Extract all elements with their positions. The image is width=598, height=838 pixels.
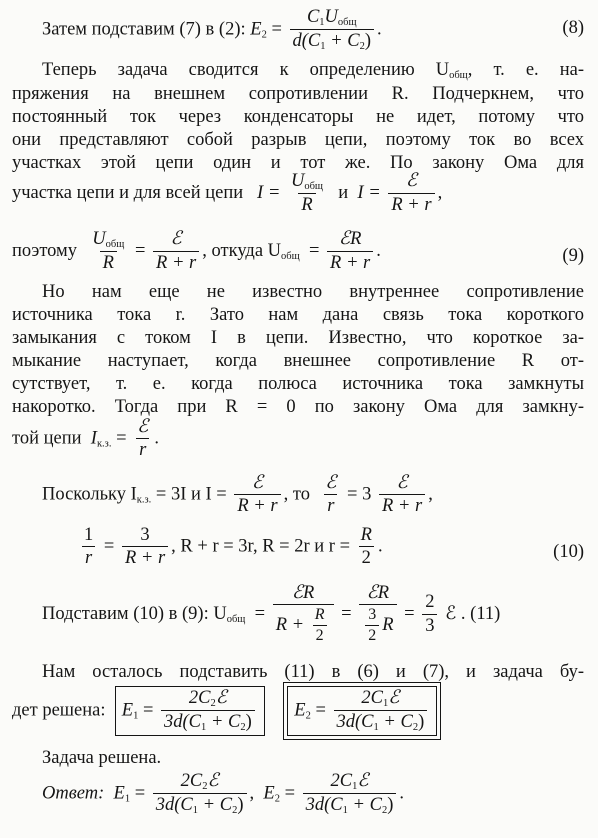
equation-8-line: Затем подставим (7) в (2): $E_2$ = $\frac{C_1U_{общ}}{d(C_1 + C_2)}$ . [42,7,382,53]
fraction [153,230,199,273]
equation-number: (9) [562,246,584,266]
symbol: ℰ [388,688,400,708]
fraction [327,230,373,273]
subscript: общ [337,17,357,28]
subscript: 1 [124,793,131,805]
subscript: 1 [192,805,198,817]
fraction [234,474,280,517]
equation-number: (8) [562,18,584,38]
subscript: общ [304,181,324,192]
symbol: 2 [359,546,374,568]
fraction [303,772,397,816]
text: = [315,700,326,721]
text: той цепи [12,428,82,449]
paragraph-line: мыкание наступает, когда внешнее сопротивление R от- [12,351,584,371]
text: . [154,428,159,449]
paragraph-line: Нам осталось подставить (11) в (6) и (7), и задача бу- [42,662,584,682]
subscript: 2 [261,29,267,41]
symbol: ℰ [357,771,369,791]
symbol: 1 [84,525,94,545]
fraction [134,418,151,461]
symbol: 2 [425,592,435,613]
symbol: I = [357,182,381,203]
symbol: U [324,7,338,27]
text: , [249,783,255,804]
text: . [399,783,404,804]
paragraph-line: пряжения на внешнем сопротивлении R. Подчеркнем, что [12,84,584,104]
text: , [437,182,443,203]
symbol: E [250,19,262,40]
text: = [254,603,266,624]
symbol: + C [325,31,360,52]
text: поэтому [12,240,78,261]
answer-box-e1 [115,686,265,736]
paragraph-line: они представляют собой разрыв цепи, поэтому ток во всех [12,130,584,150]
symbol: 3d(C [305,795,343,816]
solved-note: Задача решена. [42,748,162,768]
subscript: 2 [232,805,238,817]
symbol: r [85,548,93,569]
fraction [290,8,375,52]
fraction [358,526,375,569]
symbol: ℰ [325,473,337,493]
text: участка цепи и для всей цепи [12,182,244,203]
symbol: R [360,525,372,545]
subscript: 1 [352,781,358,792]
equation-9-line [12,230,381,273]
symbol: ) [237,795,244,816]
symbol: R + r [391,194,432,215]
text: = [134,240,146,261]
subscript: общ [281,250,300,262]
text: ℰ . (11) [445,603,501,624]
text: дет решена: [12,700,106,721]
symbol: 2C [188,688,211,708]
subscript: 1 [201,722,207,734]
paragraph-line [42,60,584,81]
text: Теперь задача сводится к определению U [42,60,450,80]
fraction [388,172,434,215]
paragraph-line: сутствует, т. е. когда полюса источника тока замкнуты [12,374,584,394]
fraction [122,526,168,569]
subscript: 2 [359,41,365,53]
symbol: 3 [422,614,437,636]
fraction [379,474,425,517]
text: = 3I и I = [155,484,227,505]
symbol: r [139,440,147,461]
subscript: 1 [373,722,379,734]
subscript: 1 [342,805,348,817]
text: = [404,603,415,624]
symbol: I = [257,182,281,203]
subscript: 2 [202,781,208,792]
answer-line [42,772,404,816]
text: , R + r = 3r, R = 2r и r = [171,536,351,557]
text: = [142,700,154,721]
text: = [103,536,115,557]
symbol: ) [364,31,372,52]
text: = [134,783,146,804]
symbol: r [327,496,335,517]
fraction [288,172,326,215]
text: = [308,240,320,261]
text: Затем подставим (7) в (2): [42,19,246,40]
symbol: + C [378,712,413,733]
subscript: к.з. [136,494,152,506]
symbol: 3 [140,525,150,545]
subscript: общ [105,239,125,250]
symbol: ℰR [338,229,362,250]
symbol: ℰ [215,688,227,708]
symbol: ℰ [207,771,219,791]
symbol: E [294,700,306,721]
short-circuit-line [12,418,159,461]
symbol: E [121,700,134,721]
fraction [312,607,328,645]
answer-label: Ответ: [42,783,105,804]
since-line [42,474,433,517]
symbol: R [382,615,394,636]
symbol: 2 [365,625,379,645]
symbol: E [263,783,275,804]
text: . [376,240,381,261]
symbol: U [92,229,106,249]
symbol: ) [418,712,425,733]
symbol: I [90,428,97,449]
paragraph-line: источника тока r. Зато нам дана связь тока короткого [12,305,584,325]
text: , [428,484,433,505]
symbol: 3d(C [155,795,193,816]
subscript: 1 [319,17,325,28]
equation-number: (10) [553,542,584,562]
paragraph-line: участках этой цепи один и тот же. По закону Ома для [12,153,584,173]
subscript: общ [226,613,246,625]
subscript: 1 [382,698,389,709]
subscript: 2 [274,793,280,805]
symbol: ℰ [396,473,408,493]
equation-10-line [78,526,383,569]
ohm-law-line [12,172,442,215]
subscript: 2 [412,722,419,734]
symbol: ℰ [137,417,149,437]
answer-box-e2 [283,682,441,740]
symbol: R + r [237,496,278,517]
fraction [365,607,379,645]
subscript: 2 [210,698,216,709]
symbol: R + r [381,496,423,517]
paragraph-line: замыкания с током I в цепи. Известно, что короткое за- [12,328,584,348]
symbol: U [290,171,305,191]
text: . [377,536,383,557]
symbol: + C [206,712,241,733]
symbol: R [301,195,313,216]
symbol: 2 [313,625,327,645]
fraction [322,474,339,517]
subscript: 2 [305,710,311,722]
paragraph-line: накоротко. Тогда при R = 0 по закону Ома для замкну- [12,397,584,417]
text: Поскольку I [42,484,137,505]
symbol: R + r [330,252,371,273]
fraction [81,526,96,569]
symbol: + C [347,795,382,816]
solution-line [12,682,441,740]
symbol: ℰ [251,473,264,493]
fraction [359,584,396,645]
fraction [422,593,437,636]
symbol: + C [198,795,233,816]
symbol: R + r [156,252,197,273]
paragraph-line: Но нам еще не известно внутреннее сопротивление [42,282,584,302]
symbol: R [314,606,325,624]
symbol: R + [275,615,305,636]
fraction [89,230,127,273]
subscript: 1 [320,41,326,53]
subscript: к.з. [96,438,112,450]
text: , то [283,484,310,505]
fraction [334,689,428,733]
text: Подставим (10) в (9): U [42,603,227,624]
symbol: ) [387,795,394,816]
symbol: ℰR [291,583,315,603]
symbol: 3 [368,606,377,624]
symbol: C [306,7,320,27]
subscript: общ [449,70,468,81]
text: = [284,783,295,804]
text: = [341,603,352,624]
symbol: d(C [292,31,321,52]
fraction [273,584,334,645]
symbol: ) [245,712,252,733]
symbol: 3d(C [164,712,202,733]
text: и [338,182,349,203]
symbol: ℰR [366,583,390,603]
symbol: ℰ [170,229,182,250]
text: = [116,428,127,449]
equation-11-line [42,584,500,645]
text: = 3 [347,484,372,505]
subscript: 1 [133,710,139,722]
symbol: 2C [361,688,383,708]
symbol: R [102,253,114,274]
subscript: 2 [381,805,388,817]
symbol: 3d(C [336,712,374,733]
symbol: R + r [124,548,166,569]
symbol: 2C [330,771,353,791]
symbol: ℰ [405,171,418,192]
text: , откуда U [202,240,282,261]
fraction [161,689,255,733]
fraction [153,772,247,816]
symbol: E [113,783,125,804]
symbol: 2C [180,771,203,791]
text: , т. е. на- [467,60,584,80]
paragraph-line: постоянный ток через конденсаторы не идет, потому что [12,107,584,127]
subscript: 2 [240,722,246,734]
